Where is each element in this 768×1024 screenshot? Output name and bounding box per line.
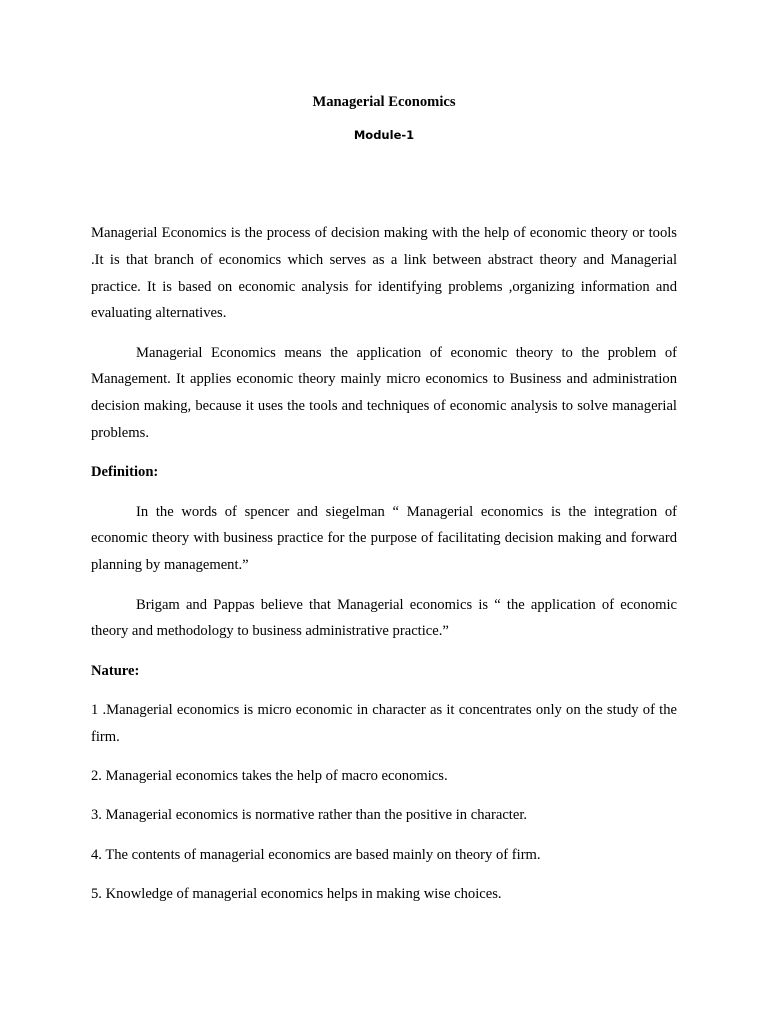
nature-item: 4. The contents of managerial economics are based mainly on theory of firm. <box>91 846 541 863</box>
definition-brigam: Brigam and Pappas believe that Managerial economics is “ the application of economic theory and methodology to business administrative practice.” <box>91 596 677 640</box>
definition-spencer: In the words of spencer and siegelman “ Managerial economics is the integration of economic theory with business practice for the purpose of facilitating decision making and forward planning by management.” <box>91 503 677 574</box>
document-subtitle: Module-1 <box>353 128 415 142</box>
nature-item: 3. Managerial economics is normative rather than the positive in character. <box>91 807 528 824</box>
nature-item: 1 .Managerial economics is micro economic in character as it concentrates only on the study of the firm. <box>91 701 677 745</box>
document-body <box>91 220 677 920</box>
document-title: Managerial Economics <box>312 94 456 110</box>
intro-paragraph: Managerial Economics is the process of decision making with the help of economic theory or tools .It is that branch of economics which serves as a link between abstract theory and Managerial practice. It is based on economic analysis for identifying problems ,organizing information and evaluating alternatives. <box>91 225 677 322</box>
nature-item: 5. Knowledge of managerial economics helps in making wise choices. <box>91 885 502 902</box>
definition-heading: Definition: <box>91 464 159 481</box>
nature-item: 2. Managerial economics takes the help of macro economics. <box>91 768 448 785</box>
nature-heading: Nature: <box>91 662 140 679</box>
meaning-paragraph: Managerial Economics means the application of economic theory to the problem of Management. It applies economic theory mainly micro economics to Business and administration decision making, because it uses the tools and techniques of economic analysis to solve managerial problems. <box>91 344 677 442</box>
